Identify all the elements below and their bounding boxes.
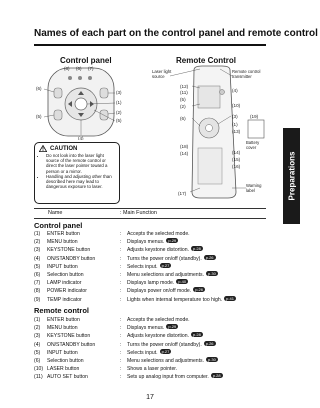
remote-callout: (6) [180,116,186,121]
item-function [127,296,236,304]
remote-callout: (14) [180,151,189,156]
page-reference: p.26 [205,254,214,260]
caution-heading [39,145,115,152]
item-function [127,279,188,287]
page-reference: p.28 [193,332,201,338]
item-function-text: Menu selections and adjustments. [127,357,205,364]
control-panel-heading: Control panel [60,56,112,65]
item-function-text: Menu selections and adjustments. [127,271,205,278]
list-item [34,255,274,263]
battery-cover [248,120,264,138]
item-name: Selection button [47,357,84,364]
enter-button[interactable] [206,125,213,132]
remote-callout: (4) [232,88,238,93]
item-name: LASER button [47,366,80,373]
item-number: (1) [34,231,41,237]
caution-item: • Handling and adjusting other than described here may lead to dangerous exposure to laser. [46,174,115,190]
item-function-text: Turns the power on/off (standby). [127,341,202,348]
item-function [127,324,178,332]
remote-callout: (2) [180,104,186,109]
item-separator: : [120,247,122,254]
item-number: (6) [34,271,41,278]
control-panel-list-title: Control panel [34,221,83,230]
list-item [34,373,274,381]
caution-title: CAUTION [50,145,78,152]
list-item [34,263,274,271]
menu-button[interactable] [100,88,108,98]
item-function-text: Accepts the selected mode. [127,317,190,323]
remote-callout: (13) [232,129,241,134]
remote-callout: (14) [232,150,241,155]
title-rule [34,44,266,46]
item-function [127,332,203,340]
item-separator: : [120,271,122,278]
item-function [127,255,216,263]
item-separator: : [120,239,122,246]
item-number: (7) [34,280,41,287]
remote-control-list-title: Remote control [34,306,90,315]
item-function-text: Sets up analog input from computer. [127,374,209,381]
table-header [34,208,266,219]
page-reference: p.28 [193,246,201,252]
list-item [34,279,274,287]
section-tab-label: Preparations [287,151,296,201]
remote-callout: (19) [250,114,259,119]
remote-callout: (10) [232,103,241,108]
item-separator: : [120,366,122,373]
page-reference: p.27 [161,262,170,268]
item-separator: : [120,263,122,270]
page-reference: p.29 [168,238,177,244]
lower-button-area [198,148,222,184]
list-item [34,349,274,357]
item-number: (5) [34,349,41,356]
remote-callout: (16) [232,164,241,169]
item-function [127,238,178,246]
caution-item: • Do not look into the laser light source of the remote control or direct the laser pointer toward a person or a mirror. [46,153,115,174]
item-number: (9) [34,296,41,303]
item-number: (6) [34,357,41,364]
item-number: (3) [34,247,41,254]
laser-light-label: Laser light [152,69,172,74]
item-separator: : [120,280,122,287]
panel-callout: (6) [76,66,82,71]
list-item [34,324,274,332]
item-function-text: Shows a laser pointer. [127,366,178,373]
battery-cover-label: Battery [246,140,260,145]
page-reference: p.27 [161,348,170,354]
item-number: (4) [34,255,41,262]
panel-callout: (5) [116,118,122,123]
item-separator: : [120,317,122,323]
page-number: 17 [146,394,154,401]
transmitter-label: Remote control [232,69,261,74]
item-function [127,230,190,238]
item-function [127,263,171,271]
panel-callout: (6) [36,86,42,91]
item-name: MENU button [47,325,78,332]
item-name: ENTER button [47,317,80,323]
item-number: (2) [34,325,41,332]
item-number: (3) [34,333,41,340]
laser-light-label: source [152,74,165,79]
top-button-cluster [198,86,220,108]
item-name: KEYSTONE button [47,333,91,340]
panel-callout: (7) [88,66,94,71]
item-function-text: Displays menus. [127,325,165,332]
item-separator: : [120,341,122,348]
item-function-text: Displays power on/off mode. [127,288,192,295]
list-item [34,296,274,304]
page-reference: p.28 [212,373,221,379]
page-reference: p.26 [195,287,203,293]
list-item [34,230,274,238]
item-function-text: Displays menus. [127,239,165,246]
list-item [34,287,274,295]
warning-label-text: label [246,188,255,193]
enter-button[interactable] [75,98,87,110]
item-number: (11) [34,374,43,381]
item-number: (5) [34,263,41,270]
temp-indicator [88,76,92,80]
list-item [34,316,274,324]
item-function [127,341,216,349]
item-function [127,287,205,295]
power-indicator [68,76,72,80]
control-panel-list [34,230,274,304]
item-number: (8) [34,288,41,295]
caution-box [34,142,120,204]
page-reference: p.26 [205,340,214,346]
remote-control-list [34,316,274,382]
item-name: INPUT button [47,349,78,356]
item-function [127,271,218,279]
item-separator: : [120,357,122,364]
list-item [34,341,274,349]
list-item [34,332,274,340]
item-number: (10) [34,366,44,373]
item-separator: : [120,349,122,356]
item-number: (1) [34,317,41,323]
list-item [34,365,274,373]
item-function-text: Lights when internal temperature too high. [127,296,223,303]
panel-callout: (4) [78,136,84,140]
item-number: (2) [34,239,41,246]
on-standby-button[interactable] [54,88,62,98]
item-name: AUTO SET button [47,374,88,381]
name-column-header: Name [48,210,63,216]
item-name: POWER indicator [47,288,87,295]
remote-callout: (17) [178,191,187,196]
item-separator: : [120,288,122,295]
item-name: MENU button [47,239,78,246]
item-separator: : [120,333,122,340]
item-function-text: Adjusts keystone distortion. [127,247,190,254]
remote-callout: (15) [232,157,241,162]
item-name: Selection button [47,271,84,278]
item-name: TEMP indicator [47,296,82,303]
item-function [127,349,171,357]
item-separator: : [120,296,122,303]
transmitter-label: transmitter [232,74,252,79]
remote-callout: (3) [232,114,238,119]
panel-callout: (1) [116,100,122,105]
remote-callout: (11) [180,90,188,95]
item-name: LAMP indicator [47,280,82,287]
item-function [127,357,218,365]
warning-icon [39,145,47,152]
item-function-text: Accepts the selected mode. [127,231,190,237]
page-title: Names of each part on the control panel and remote control [34,28,318,39]
lamp-indicator [78,76,82,80]
item-separator: : [120,374,122,381]
item-function-text: Adjusts keystone distortion. [127,333,190,340]
item-separator: : [120,231,122,237]
panel-callout: (3) [116,90,122,95]
item-name: ON/STANDBY button [47,255,96,262]
item-number: (4) [34,341,41,348]
item-function-text: Selects input. [127,349,158,356]
page-reference: p.30 [208,356,216,362]
page-reference: p.29 [168,324,177,330]
remote-callout: (1) [232,122,238,127]
battery-cover-label: cover [246,145,257,150]
input-button[interactable] [54,110,62,120]
remote-control-heading: Remote Control [176,56,236,65]
on-standby-button[interactable] [220,90,225,95]
page-reference: p.40 [178,279,187,285]
item-separator: : [120,325,122,332]
list-item [34,357,274,365]
page-reference: p.41 [226,295,234,301]
item-function [127,373,223,381]
remote-control-illustration [150,64,278,204]
item-function-text: Displays lamp mode. [127,280,175,287]
keystone-button[interactable] [100,110,108,120]
panel-callout: (8) [64,66,70,71]
list-item [34,246,274,254]
item-function [127,316,190,324]
panel-callout: (5) [36,114,42,119]
remote-callout: (5) [180,97,186,102]
page-reference: p.30 [208,270,216,276]
item-separator: : [120,255,122,262]
caution-list [39,153,115,189]
function-column-header: : Main Function [120,210,157,216]
warning-label-text: Warning [246,183,262,188]
item-function [127,246,203,254]
item-function-text: Turns the power on/off (standby). [127,255,202,262]
remote-callout: (18) [180,144,189,149]
control-panel-illustration [34,64,126,140]
remote-callout: (12) [180,84,189,89]
list-item [34,271,274,279]
item-function-text: Selects input. [127,263,158,270]
item-name: ON/STANDBY button [47,341,96,348]
list-item [34,238,274,246]
item-name: INPUT button [47,263,78,270]
panel-callout: (2) [116,110,122,115]
item-name: KEYSTONE button [47,247,91,254]
section-tab [283,128,300,224]
item-function [127,365,177,373]
item-name: ENTER button [47,231,80,237]
